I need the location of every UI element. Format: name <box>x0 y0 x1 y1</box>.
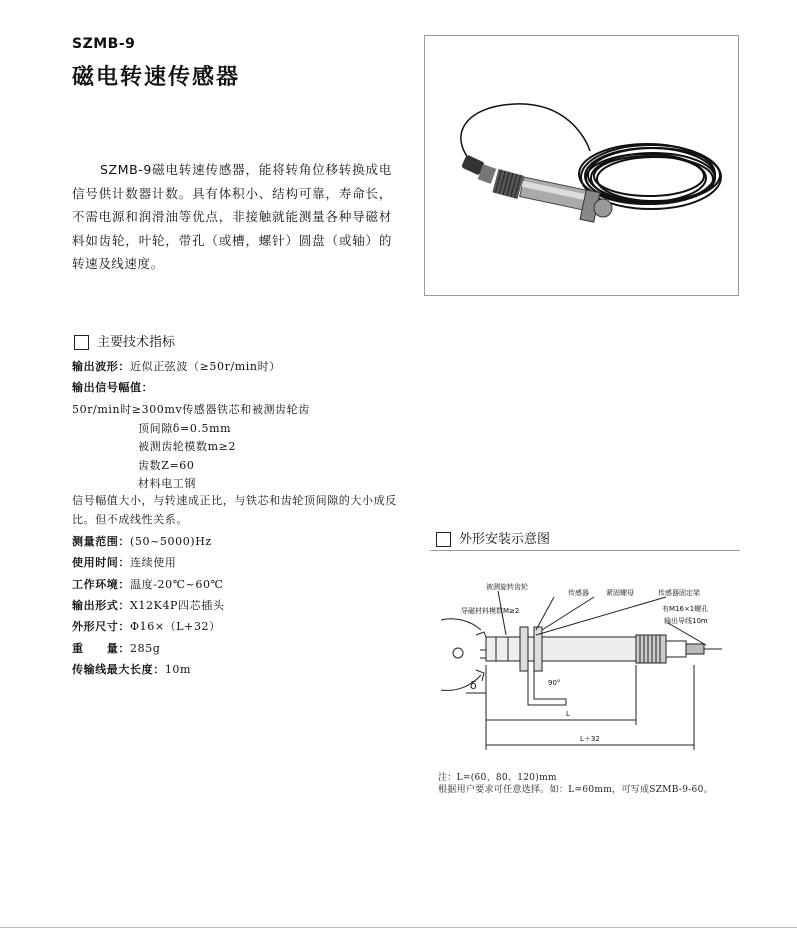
diagram-section-header <box>436 528 550 547</box>
diagram-section-title: 外形安装示意图 <box>459 532 551 547</box>
footnote: 根据用户要求可任意选择。如：L=60mm，可写成SZMB-9-60。 <box>438 785 713 795</box>
spec-value: 温度-20℃~60℃ <box>130 578 224 591</box>
spec-amplitude-note: 信号幅值大小，与转速成正比，与铁芯和齿轮顶间隙的大小成反比。但不成线性关系。 <box>72 494 397 526</box>
spec-waveform <box>72 358 412 374</box>
spec-label: 传输线最大长度： <box>72 663 165 676</box>
intro-paragraph: SZMB-9磁电转速传感器，能将转角位移转换成电信号供计数器计数。具有体积小、结构可靠，寿命长，不需电源和润滑油等优点，非接触就能测量各种导磁材料如齿轮，叶轮，带孔（或槽，螺针）圆盘（或轴）的转速及线速度。 <box>72 162 392 271</box>
spec-label: 输出形式： <box>72 599 130 612</box>
spec-label: 使用时间： <box>72 556 130 569</box>
spec-weight <box>72 640 412 656</box>
spec-value: 285g <box>130 642 161 655</box>
specs-section-title: 主要技术指标 <box>97 335 176 350</box>
spec-size <box>72 618 412 634</box>
label-L: L <box>566 710 570 718</box>
spec-output <box>72 597 412 613</box>
label-nut: 紧固螺母 <box>606 589 634 597</box>
checkbox-icon <box>74 335 89 350</box>
label-hole: 有M16×1螺孔 <box>662 605 709 613</box>
spec-usage <box>72 554 412 570</box>
spec-amplitude-line: 被测齿轮模数m≥2 <box>138 440 237 453</box>
spec-environment <box>72 576 412 592</box>
spec-value: Φ16×（L+32） <box>130 620 221 633</box>
spec-amplitude <box>72 379 412 395</box>
spec-cable <box>72 661 412 677</box>
spec-amplitude-line: 齿数Z=60 <box>138 459 195 472</box>
spec-value: 近似正弦波（≥50r/min时） <box>130 360 281 373</box>
spec-value: 10m <box>164 663 192 676</box>
spec-label: 输出信号幅值： <box>72 381 154 394</box>
spec-label: 工作环境： <box>72 578 130 591</box>
label-angle: 90° <box>548 679 561 687</box>
label-sensor: 传感器 <box>568 589 589 597</box>
installation-diagram <box>436 575 736 750</box>
label-material: 导磁材料模数M≥2 <box>461 607 520 615</box>
label-gear: 被测旋转齿轮 <box>486 583 528 591</box>
spec-label: 输出波形： <box>72 360 130 373</box>
spec-label: 重 量： <box>72 642 130 655</box>
checkbox-icon <box>436 532 451 547</box>
specs-section-header <box>74 331 175 350</box>
spec-amplitude-line: 材料电工钢 <box>138 477 196 490</box>
spec-amplitude-line: 顶间隙δ=0.5mm <box>138 422 232 435</box>
product-photo <box>424 35 739 296</box>
installation-drawing <box>436 575 736 750</box>
spec-value: X12K4P四芯插头 <box>130 599 225 612</box>
page-bottom-rule <box>0 927 797 928</box>
spec-label: 外形尺寸： <box>72 620 130 633</box>
spec-value: (50~5000)Hz <box>130 535 212 548</box>
spec-range <box>72 533 412 549</box>
label-cable: 输出导线10m <box>664 617 708 625</box>
sensor-photo-illustration <box>425 36 738 295</box>
model-number: SZMB-9 <box>72 36 136 52</box>
label-bracket: 传感器固定架 <box>658 589 700 597</box>
spec-amplitude-line: 50r/min时≥300mv传感器铁芯和被测齿轮齿 <box>72 403 310 416</box>
footnote: 注：L=(60、80、120)mm <box>438 773 557 783</box>
spec-value: 连续使用 <box>130 556 177 569</box>
section-divider <box>430 550 740 551</box>
page-title: 磁电转速传感器 <box>72 65 241 90</box>
label-delta: δ <box>470 679 477 692</box>
label-L32: L＋32 <box>580 735 600 743</box>
spec-label: 测量范围： <box>72 535 130 548</box>
